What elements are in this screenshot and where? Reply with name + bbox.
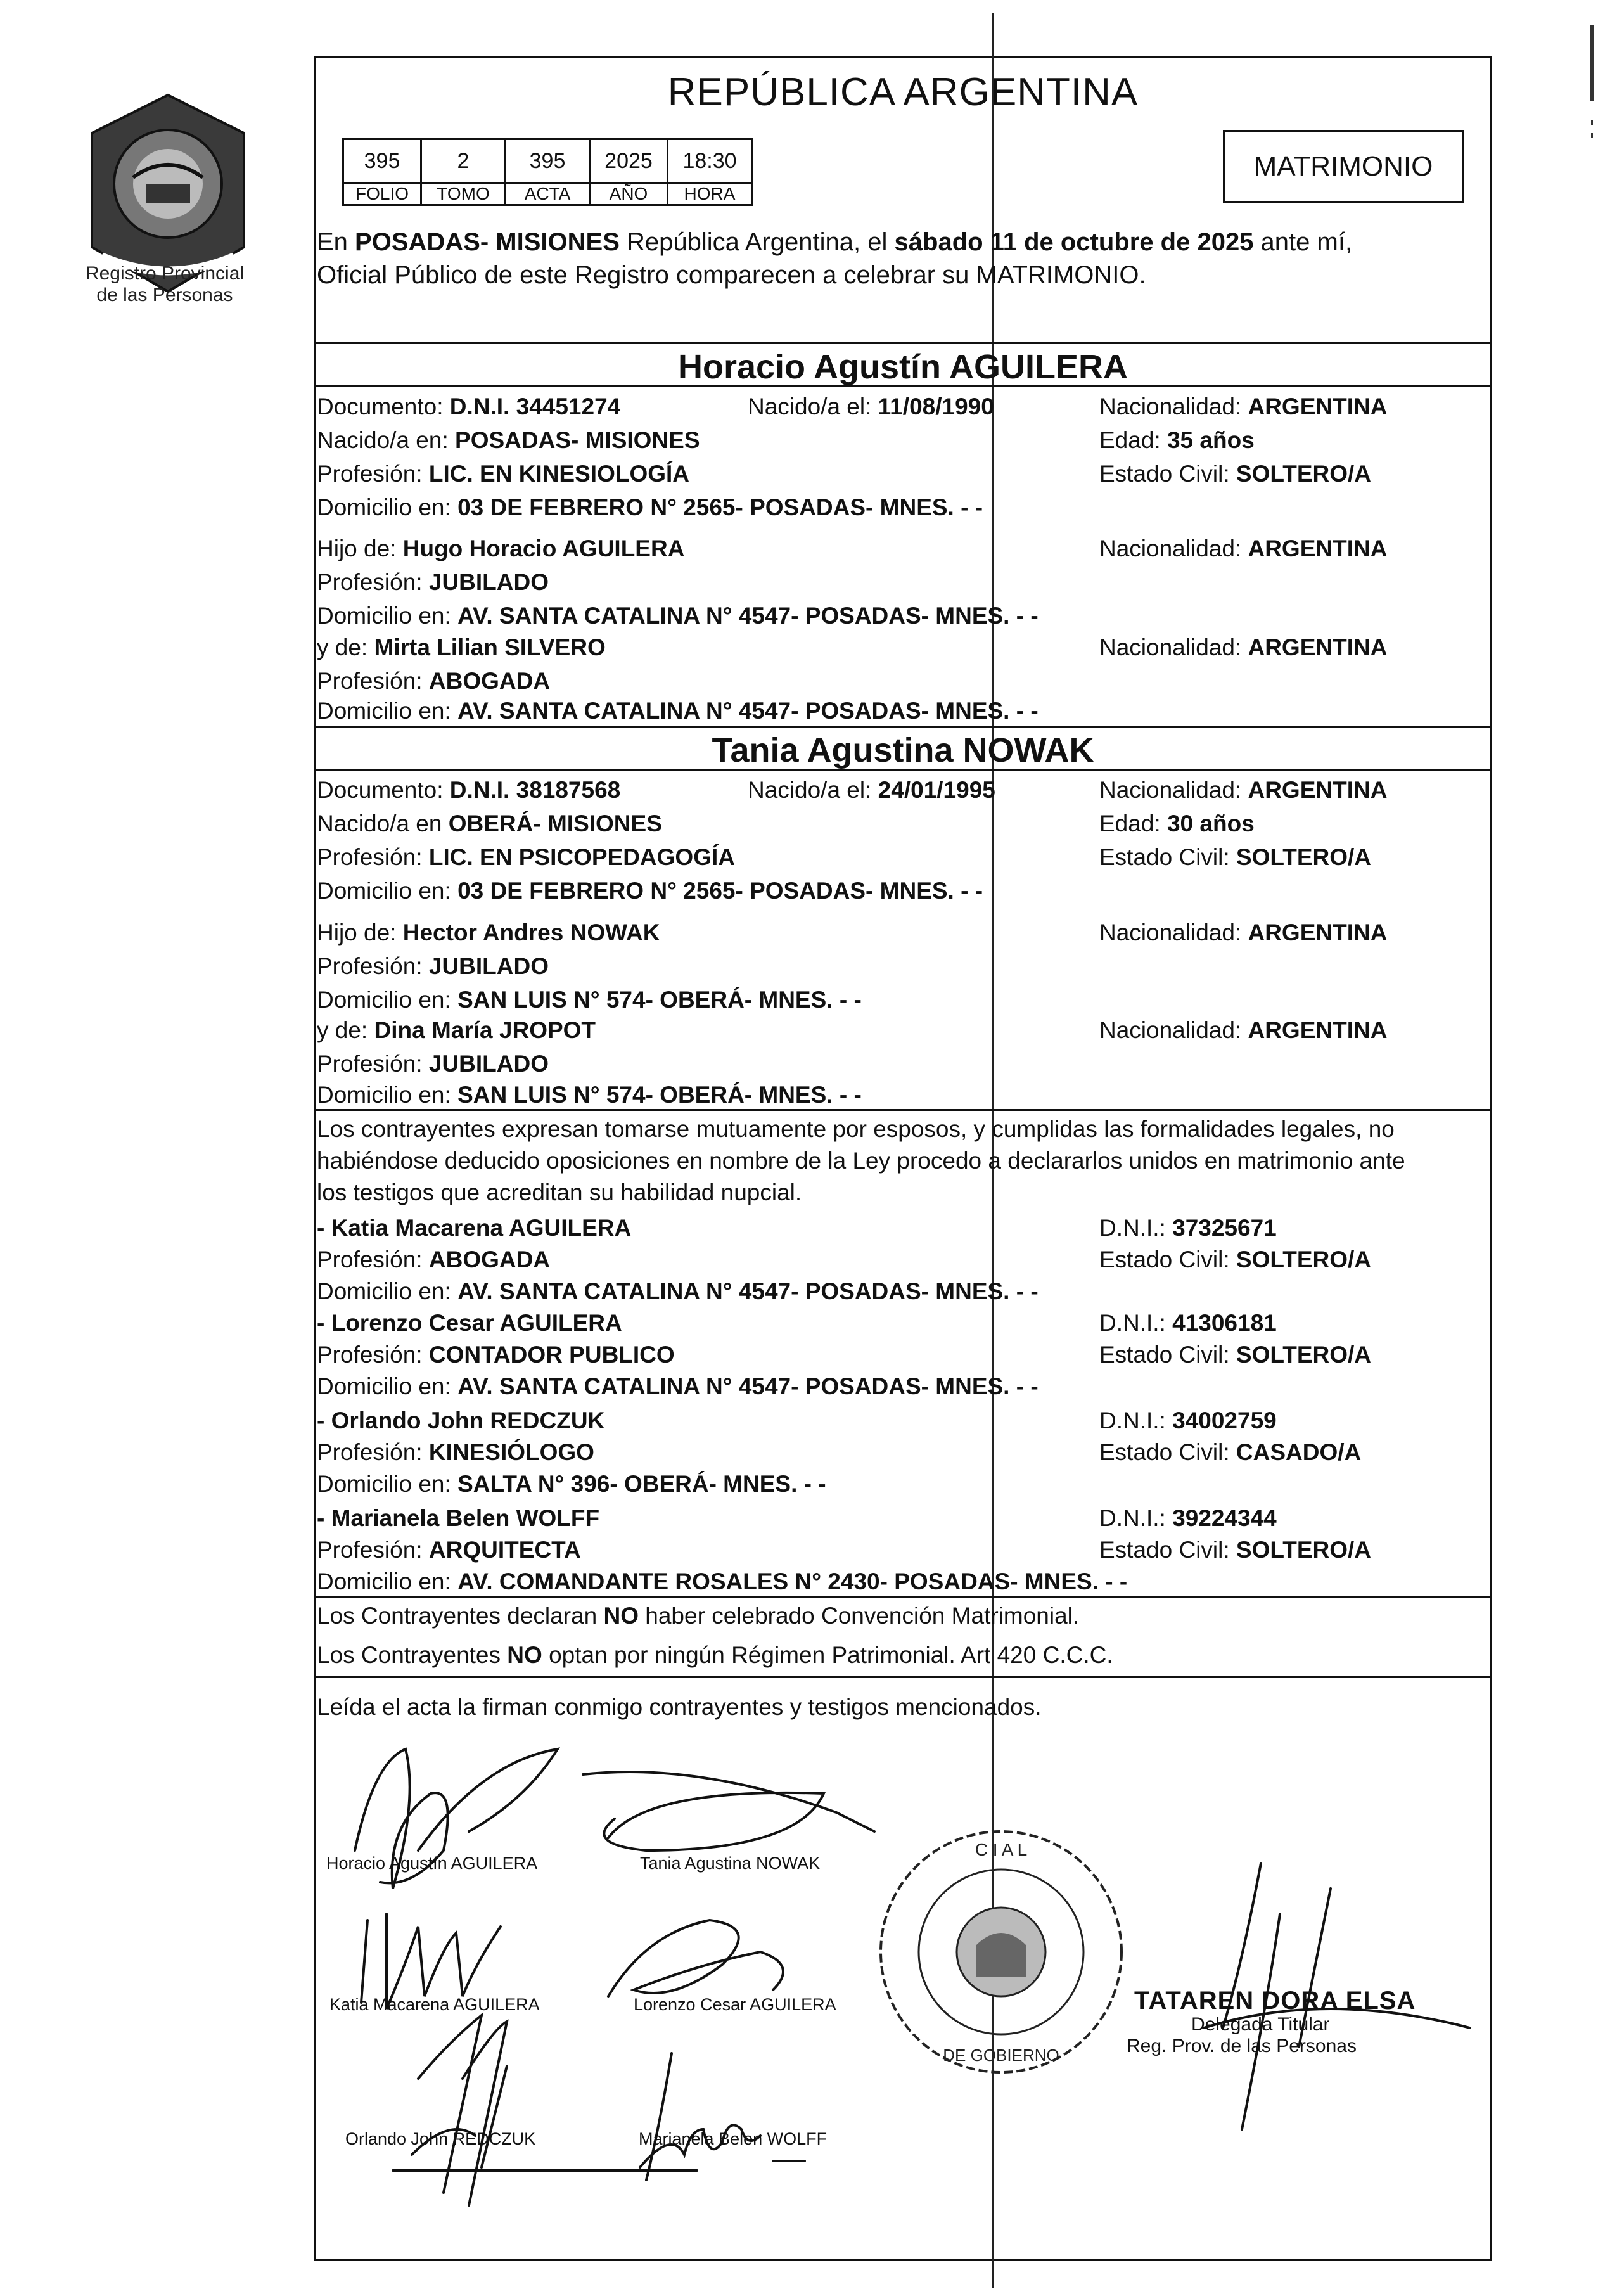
label: Profesión: <box>317 1247 429 1273</box>
label: Hijo de: <box>317 536 403 561</box>
spouse-1-mother-prof <box>317 667 550 695</box>
declaration-line-1: Los contrayentes expresan tomarse mutuamente por esposos, y cumplidas las formalidades legales, no <box>317 1116 1395 1142</box>
witness-1-civil <box>1099 1246 1371 1274</box>
label: Edad: <box>1099 427 1167 453</box>
official-org: Reg. Prov. de las Personas <box>1127 2036 1357 2056</box>
closing-text: Leída el acta la firman conmigo contrayentes y testigos mencionados. <box>317 1694 1042 1720</box>
witness-3-addr <box>317 1470 826 1498</box>
value: SAN LUIS N° 574- OBERÁ- MNES. - - <box>457 1082 862 1108</box>
witness-3-prof <box>317 1439 594 1466</box>
hora-label: HORA <box>668 183 752 205</box>
signature-2-label: Tania Agustina NOWAK <box>640 1854 821 1873</box>
spouse-2-place <box>317 810 662 838</box>
value: ARGENTINA <box>1248 394 1388 420</box>
value: 11/08/1990 <box>878 394 994 420</box>
value: OBERÁ- MISIONES <box>448 811 662 837</box>
label: Nacionalidad: <box>1099 634 1248 660</box>
value: SALTA N° 396- OBERÁ- MNES. - - <box>457 1471 826 1497</box>
value: Mirta Lilian SILVERO <box>374 634 606 660</box>
label: Domicilio en: <box>317 603 458 629</box>
label: Estado Civil: <box>1099 1439 1236 1465</box>
value: D.N.I. 38187568 <box>449 777 621 803</box>
label: D.N.I.: <box>1099 1408 1173 1433</box>
witness-3-dni <box>1099 1407 1277 1435</box>
spouse-1-doc <box>317 393 620 421</box>
value: KINESIÓLOGO <box>428 1439 594 1465</box>
declaration-line-3: los testigos que acreditan su habilidad nupcial. <box>317 1179 802 1205</box>
signature-3-label: Katia Macarena AGUILERA <box>329 1995 540 2014</box>
value: SOLTERO/A <box>1236 1247 1372 1273</box>
label: Nacionalidad: <box>1099 536 1248 561</box>
value: SOLTERO/A <box>1236 461 1372 487</box>
section-divider <box>314 1596 1492 1598</box>
witness-2-addr <box>317 1373 1039 1401</box>
value: AV. SANTA CATALINA N° 4547- POSADAS- MNES. - - <box>457 1278 1039 1304</box>
section-divider <box>314 1109 1492 1111</box>
spouse-1-father-addr <box>317 602 1039 630</box>
spouse-1-father-prof <box>317 568 549 596</box>
spouse-2-nat <box>1099 776 1387 804</box>
text: Los Contrayentes declaran <box>317 1603 604 1629</box>
label: y de: <box>317 1017 374 1043</box>
value: JUBILADO <box>428 569 549 595</box>
text: optan por ningún Régimen Patrimonial. Art 420 C.C.C. <box>542 1642 1113 1668</box>
label: Estado Civil: <box>1099 844 1236 870</box>
witness-2-name: - Lorenzo Cesar AGUILERA <box>317 1310 622 1336</box>
spouse-2-born <box>748 776 995 804</box>
value: AV. SANTA CATALINA N° 4547- POSADAS- MNES. - - <box>457 603 1039 629</box>
label: Domicilio en: <box>317 494 458 520</box>
spouse-2-doc <box>317 776 620 804</box>
spouse-1-mother-addr <box>317 697 1039 725</box>
spouse-2-father-nat <box>1099 919 1387 947</box>
witness-1-name: - Katia Macarena AGUILERA <box>317 1215 632 1241</box>
convention-line-2 <box>317 1641 1113 1669</box>
label: Nacionalidad: <box>1099 777 1248 803</box>
hora-value: 18:30 <box>668 139 752 183</box>
label: Profesión: <box>317 668 429 694</box>
intro-place: POSADAS- MISIONES <box>355 228 620 256</box>
label: Profesión: <box>317 1051 429 1077</box>
spouse-2-mother <box>317 1017 596 1044</box>
label: Estado Civil: <box>1099 461 1236 487</box>
label: Nacido/a en <box>317 811 449 837</box>
value: AV. SANTA CATALINA N° 4547- POSADAS- MNES. - - <box>457 698 1039 724</box>
intro-date: sábado 11 de octubre de 2025 <box>894 228 1254 256</box>
value: 24/01/1995 <box>878 777 995 803</box>
witness-2-dni <box>1099 1309 1277 1337</box>
label: Profesión: <box>317 953 429 979</box>
spouse-2-father <box>317 919 660 947</box>
value: CASADO/A <box>1236 1439 1362 1465</box>
acta-label: ACTA <box>506 183 590 205</box>
label: Domicilio en: <box>317 987 458 1013</box>
intro-text: En <box>317 228 355 256</box>
signature-6-stroke <box>640 2053 805 2180</box>
official-name: TATAREN DORA ELSA <box>1134 1987 1416 2015</box>
label: Profesión: <box>317 1439 429 1465</box>
spouse-1-mother <box>317 634 606 662</box>
value: SOLTERO/A <box>1236 1537 1372 1563</box>
label: Nacionalidad: <box>1099 1017 1248 1043</box>
value: CONTADOR PUBLICO <box>428 1342 675 1368</box>
spouse-2-mother-addr <box>317 1081 862 1109</box>
signature-2-stroke <box>583 1772 874 1850</box>
ano-label: AÑO <box>590 183 668 205</box>
value: LIC. EN KINESIOLOGÍA <box>428 461 690 487</box>
value: 03 DE FEBRERO N° 2565- POSADAS- MNES. - - <box>457 878 983 904</box>
witness-4-addr <box>317 1568 1127 1596</box>
label: Domicilio en: <box>317 1082 458 1108</box>
text-bold: NO <box>507 1642 542 1668</box>
text: Los Contrayentes <box>317 1642 508 1668</box>
value: ARQUITECTA <box>428 1537 581 1563</box>
value: JUBILADO <box>428 1051 549 1077</box>
value: ARGENTINA <box>1248 536 1388 561</box>
spouse-2-father-prof <box>317 952 549 980</box>
label: Nacionalidad: <box>1099 920 1248 946</box>
intro-text: ante mí, <box>1253 228 1353 256</box>
value: 34002759 <box>1172 1408 1277 1433</box>
signature-4-label: Lorenzo Cesar AGUILERA <box>634 1995 836 2014</box>
spouse-2-addr <box>317 877 983 905</box>
value: 41306181 <box>1172 1310 1277 1336</box>
folio-label: FOLIO <box>343 183 421 205</box>
svg-text:DE GOBIERNO: DE GOBIERNO <box>943 2046 1059 2065</box>
section-divider <box>314 1676 1492 1678</box>
logo-caption <box>70 263 260 306</box>
spouse-1-name: Horacio Agustín AGUILERA <box>677 348 1128 386</box>
official-stamp <box>874 1825 1128 2079</box>
label: D.N.I.: <box>1099 1310 1173 1336</box>
value: 35 años <box>1166 427 1255 453</box>
value: ARGENTINA <box>1248 920 1388 946</box>
label: Profesión: <box>317 1537 429 1563</box>
label: Profesión: <box>317 844 429 870</box>
witness-4-civil <box>1099 1536 1371 1564</box>
value: SOLTERO/A <box>1236 1342 1372 1368</box>
label: Documento: <box>317 777 450 803</box>
witness-4-prof <box>317 1536 581 1564</box>
intro-text: República Argentina, el <box>619 228 895 256</box>
signature-5-label: Orlando John REDCZUK <box>345 2129 536 2148</box>
spouse-2-prof <box>317 843 735 871</box>
spouse-1-prof <box>317 460 689 488</box>
logo-caption-line-2: de las Personas <box>96 285 233 305</box>
spouse-1-father-nat <box>1099 535 1387 563</box>
intro-line-1 <box>317 228 1352 256</box>
witness-1-prof <box>317 1246 550 1274</box>
label: Nacido/a el: <box>748 394 878 420</box>
label: Nacido/a en: <box>317 427 456 453</box>
witness-2-prof <box>317 1341 675 1369</box>
value: Dina María JROPOT <box>374 1017 596 1043</box>
declaration-line-2: habiéndose deducido oposiciones en nombre de la Ley procedo a declararlos unidos en matrimonio ante <box>317 1148 1405 1174</box>
value: JUBILADO <box>428 953 549 979</box>
svg-text:C I A L: C I A L <box>975 1840 1028 1859</box>
signature-4-stroke <box>608 1920 783 1996</box>
label: Profesión: <box>317 569 429 595</box>
witness-4-dni <box>1099 1504 1277 1532</box>
spouse-1-mother-nat <box>1099 634 1387 662</box>
value: ABOGADA <box>428 1247 551 1273</box>
label: Domicilio en: <box>317 1278 458 1304</box>
value: AV. SANTA CATALINA N° 4547- POSADAS- MNES. - - <box>457 1373 1039 1399</box>
section-divider <box>314 342 1492 344</box>
label: Profesión: <box>317 461 429 487</box>
label: Domicilio en: <box>317 1373 458 1399</box>
spouse-1-addr <box>317 494 983 522</box>
tomo-label: TOMO <box>421 183 506 205</box>
tomo-value: 2 <box>421 139 506 183</box>
spouse-2-age <box>1099 810 1255 838</box>
witness-1-dni <box>1099 1214 1277 1242</box>
value: SAN LUIS N° 574- OBERÁ- MNES. - - <box>457 987 862 1013</box>
text: haber celebrado Convención Matrimonial. <box>639 1603 1080 1629</box>
logo-caption-line-1: Registro Provincial <box>85 263 245 284</box>
witness-2-civil <box>1099 1341 1371 1369</box>
value: ARGENTINA <box>1248 777 1388 803</box>
value: Hugo Horacio AGUILERA <box>402 536 685 561</box>
spouse-1-civil <box>1099 460 1371 488</box>
label: Hijo de: <box>317 920 403 946</box>
label: D.N.I.: <box>1099 1505 1173 1531</box>
signature-5-stroke <box>412 2015 507 2205</box>
country-title: REPÚBLICA ARGENTINA <box>667 70 1139 114</box>
label: Domicilio en: <box>317 878 458 904</box>
label: Estado Civil: <box>1099 1247 1236 1273</box>
registry-table <box>342 138 753 206</box>
spouse-1-father <box>317 535 684 563</box>
spouse-2-civil <box>1099 843 1371 871</box>
convention-line-1 <box>317 1602 1079 1630</box>
value: SOLTERO/A <box>1236 844 1372 870</box>
value: POSADAS- MISIONES <box>455 427 700 453</box>
folio-value: 395 <box>343 139 421 183</box>
label: Domicilio en: <box>317 1471 458 1497</box>
value: 30 años <box>1166 811 1255 837</box>
section-divider <box>314 726 1492 728</box>
acta-value: 395 <box>506 139 590 183</box>
value: 37325671 <box>1172 1215 1277 1241</box>
label: Documento: <box>317 394 450 420</box>
official-role: Delegada Titular <box>1191 2014 1330 2035</box>
signature-1-label: Horacio Agustín AGUILERA <box>326 1854 538 1873</box>
value: AV. COMANDANTE ROSALES N° 2430- POSADAS- MNES. - - <box>457 1568 1128 1594</box>
value: 03 DE FEBRERO N° 2565- POSADAS- MNES. - - <box>457 494 983 520</box>
spouse-1-born <box>748 393 994 421</box>
witness-4-name: - Marianela Belen WOLFF <box>317 1505 600 1531</box>
spouse-1-age <box>1099 426 1255 454</box>
spouse-2-name: Tania Agustina NOWAK <box>712 731 1094 769</box>
value: ABOGADA <box>428 668 551 694</box>
spouse-2-mother-prof <box>317 1050 549 1078</box>
witness-3-name: - Orlando John REDCZUK <box>317 1408 605 1433</box>
spouse-1-place <box>317 426 700 454</box>
spouse-2-mother-nat <box>1099 1017 1387 1044</box>
value: 39224344 <box>1172 1505 1277 1531</box>
act-type-box: MATRIMONIO <box>1223 130 1464 203</box>
value: Hector Andres NOWAK <box>402 920 660 946</box>
spouse-2-father-addr <box>317 986 862 1014</box>
ano-value: 2025 <box>590 139 668 183</box>
label: Domicilio en: <box>317 1568 458 1594</box>
signature-6-label: Marianela Belen WOLFF <box>639 2129 828 2148</box>
value: ARGENTINA <box>1248 1017 1388 1043</box>
label: Edad: <box>1099 811 1167 837</box>
label: y de: <box>317 634 374 660</box>
label: Profesión: <box>317 1342 429 1368</box>
label: Nacionalidad: <box>1099 394 1248 420</box>
text-bold: NO <box>603 1603 639 1629</box>
scan-edge-mark <box>1589 25 1595 152</box>
label: Estado Civil: <box>1099 1537 1236 1563</box>
value: D.N.I. 34451274 <box>449 394 621 420</box>
witness-1-addr <box>317 1278 1039 1305</box>
label: D.N.I.: <box>1099 1215 1173 1241</box>
witness-3-civil <box>1099 1439 1361 1466</box>
spouse-1-nat <box>1099 393 1387 421</box>
value: ARGENTINA <box>1248 634 1388 660</box>
value: LIC. EN PSICOPEDAGOGÍA <box>428 844 735 870</box>
label: Domicilio en: <box>317 698 458 724</box>
label: Estado Civil: <box>1099 1342 1236 1368</box>
label: Nacido/a el: <box>748 777 878 803</box>
intro-line-2: Oficial Público de este Registro comparecen a celebrar su MATRIMONIO. <box>317 261 1146 289</box>
